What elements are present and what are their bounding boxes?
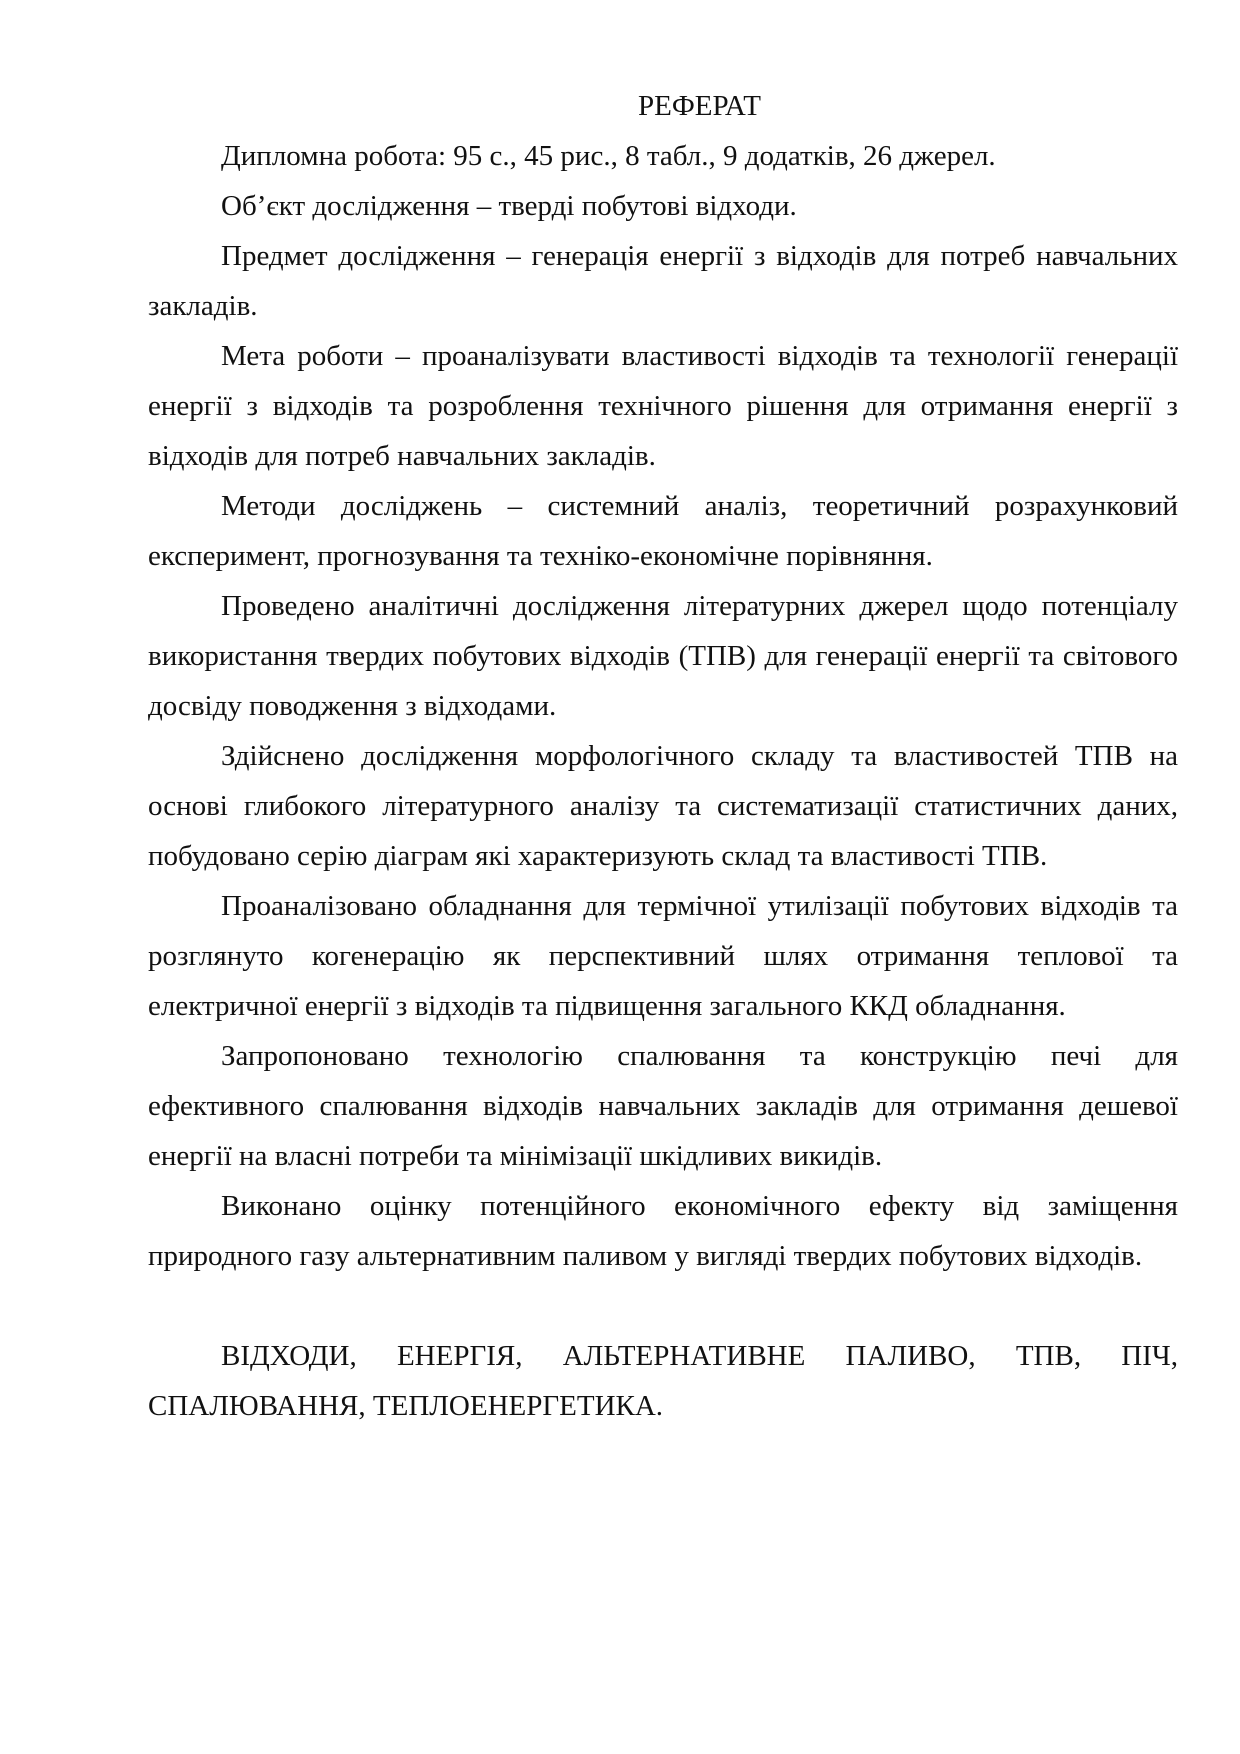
document-page <box>148 81 1178 1431</box>
paragraph-goal: Мета роботи – проаналізувати властивості відходів та технології генерації енергії з відходів та розроблення технічного рішення для отримання енергії з відходів для потреб навчальних закладів. <box>148 340 1178 472</box>
paragraph-economics: Виконано оцінку потенційного економічного ефекту від заміщення природного газу альтернативним паливом у вигляді твердих побутових відходів. <box>148 1190 1178 1272</box>
paragraph-morphology: Здійснено дослідження морфологічного складу та властивостей ТПВ на основі глибокого літературного аналізу та систематизації статистичних даних, побудовано серію діаграм які характеризують склад та властивості ТПВ. <box>148 740 1178 872</box>
paragraph-analysis: Проведено аналітичні дослідження літературних джерел щодо потенціалу використання твердих побутових відходів (ТПВ) для генерації енергії та світового досвіду поводження з відходами. <box>148 590 1178 722</box>
page-title: РЕФЕРАТ <box>638 90 761 122</box>
paragraph-object: Об’єкт дослідження – тверді побутові відходи. <box>221 190 797 222</box>
paragraph-methods: Методи досліджень – системний аналіз, теоретичний розрахунковий експеримент, прогнозування та техніко-економічне порівняння. <box>148 490 1178 572</box>
paragraph-summary: Дипломна робота: 95 с., 45 рис., 8 табл., 9 додатків, 26 джерел. <box>221 140 996 172</box>
spacer <box>148 1281 1178 1331</box>
paragraph-equipment: Проаналізовано обладнання для термічної утилізації побутових відходів та розглянуто когенерацію як перспективний шлях отримання теплової та електричної енергії з відходів та підвищення загального ККД обладнання. <box>148 890 1178 1022</box>
keywords: ВІДХОДИ, ЕНЕРГІЯ, АЛЬТЕРНАТИВНЕ ПАЛИВО, ТПВ, ПІЧ, СПАЛЮВАННЯ, ТЕПЛОЕНЕРГЕТИКА. <box>148 1340 1178 1422</box>
paragraph-technology: Запропоновано технологію спалювання та конструкцію печі для ефективного спалювання відходів навчальних закладів для отримання дешевої енергії на власні потреби та мінімізації шкідливих викидів. <box>148 1040 1178 1172</box>
paragraph-subject: Предмет дослідження – генерація енергії з відходів для потреб навчальних закладів. <box>148 240 1178 322</box>
